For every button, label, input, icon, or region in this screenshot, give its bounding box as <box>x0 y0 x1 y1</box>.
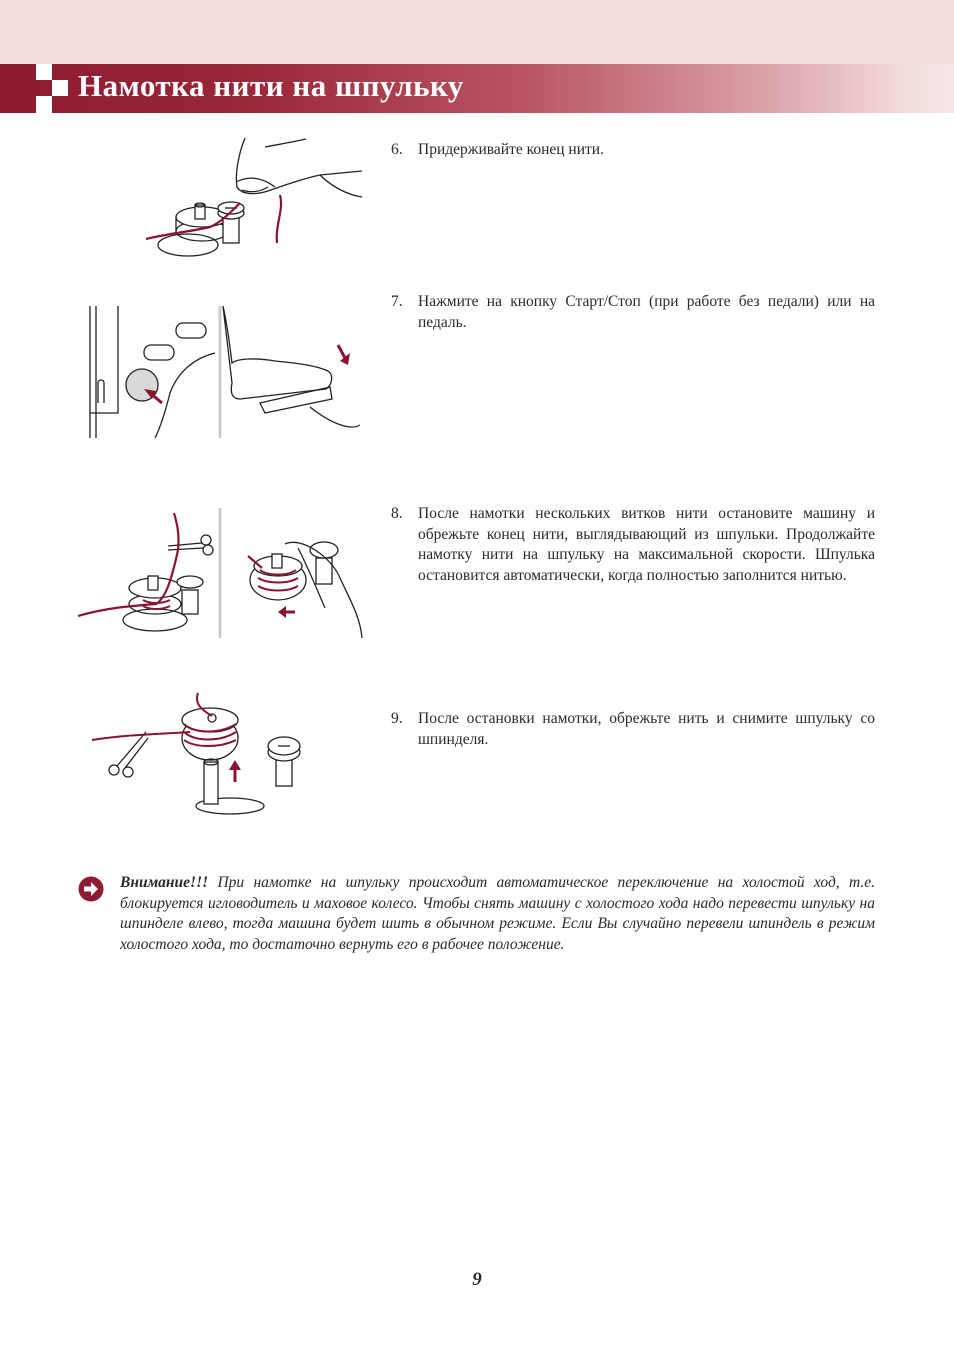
step-number: 7. <box>391 293 403 310</box>
step-7 <box>391 292 875 333</box>
machine-button <box>176 323 206 338</box>
hand-outline <box>236 138 362 194</box>
step-text: После остановки намотки, обрежьте нить и снимите шпульку со шпинделя. <box>418 710 875 748</box>
scissors-icon <box>109 765 119 775</box>
thread <box>78 513 179 616</box>
bobbin-stop-post <box>223 217 239 243</box>
step-number: 8. <box>391 505 403 522</box>
direction-arrow-icon <box>278 606 286 618</box>
header-decor-square <box>36 96 52 113</box>
step-number: 6. <box>391 141 403 158</box>
step-6-illustration <box>70 135 370 265</box>
thread-end <box>277 195 281 243</box>
arrow-right-circle-icon <box>78 876 104 902</box>
lift-arrow-icon <box>229 760 241 770</box>
step-6 <box>391 140 875 161</box>
machine-button <box>144 345 174 360</box>
note-body: При намотке на шпульку происходит автоматическое переключение на холостой ход, т.е. блокируется игловодитель и маховое колесо. Чтобы снять машину с холостого хода надо перевести шпульку на шпинделе влево, тогда машина будет шить в обычном режиме. Если Вы случайно перевели шпиндель в режим холостого хода, то достаточно вернуть его в рабочее положение. <box>120 874 876 953</box>
spindle-base-plate <box>158 234 218 256</box>
step-text: Придерживайте конец нити. <box>418 141 604 158</box>
scissors-icon <box>201 535 211 545</box>
step-text: После намотки нескольких витков нити остановите машину и обрежьте конец нити, выглядывающий из шпульки. Продолжайте намотку нити на шпульку на максимальной скорости. Шпулька остановится автоматически, когда полностью заполнится нитью. <box>418 505 875 584</box>
note-text <box>120 873 875 955</box>
step-7-illustration <box>70 303 370 443</box>
note-label: Внимание!!! <box>120 874 209 891</box>
header-top-band <box>0 0 954 64</box>
page-number: 9 <box>472 1269 482 1290</box>
step-text: Нажмите на кнопку Старт/Стоп (при работе без педали) или на педаль. <box>418 293 875 331</box>
warning-note <box>78 873 875 955</box>
step-9 <box>391 709 875 750</box>
press-arrow-icon <box>340 353 350 365</box>
page-title: Намотка нити на шпульку <box>78 68 464 103</box>
step-9-illustration <box>70 690 370 820</box>
foot-pedal <box>260 387 332 413</box>
spindle <box>204 762 218 804</box>
header-decor-square <box>36 64 52 80</box>
step-number: 9. <box>391 710 403 727</box>
step-8-illustration <box>70 508 370 643</box>
foot-shoe <box>223 306 332 399</box>
hand-outline <box>285 542 362 638</box>
step-8 <box>391 504 875 586</box>
header-decor-square <box>52 80 68 96</box>
reverse-arrow-icon <box>98 380 104 403</box>
